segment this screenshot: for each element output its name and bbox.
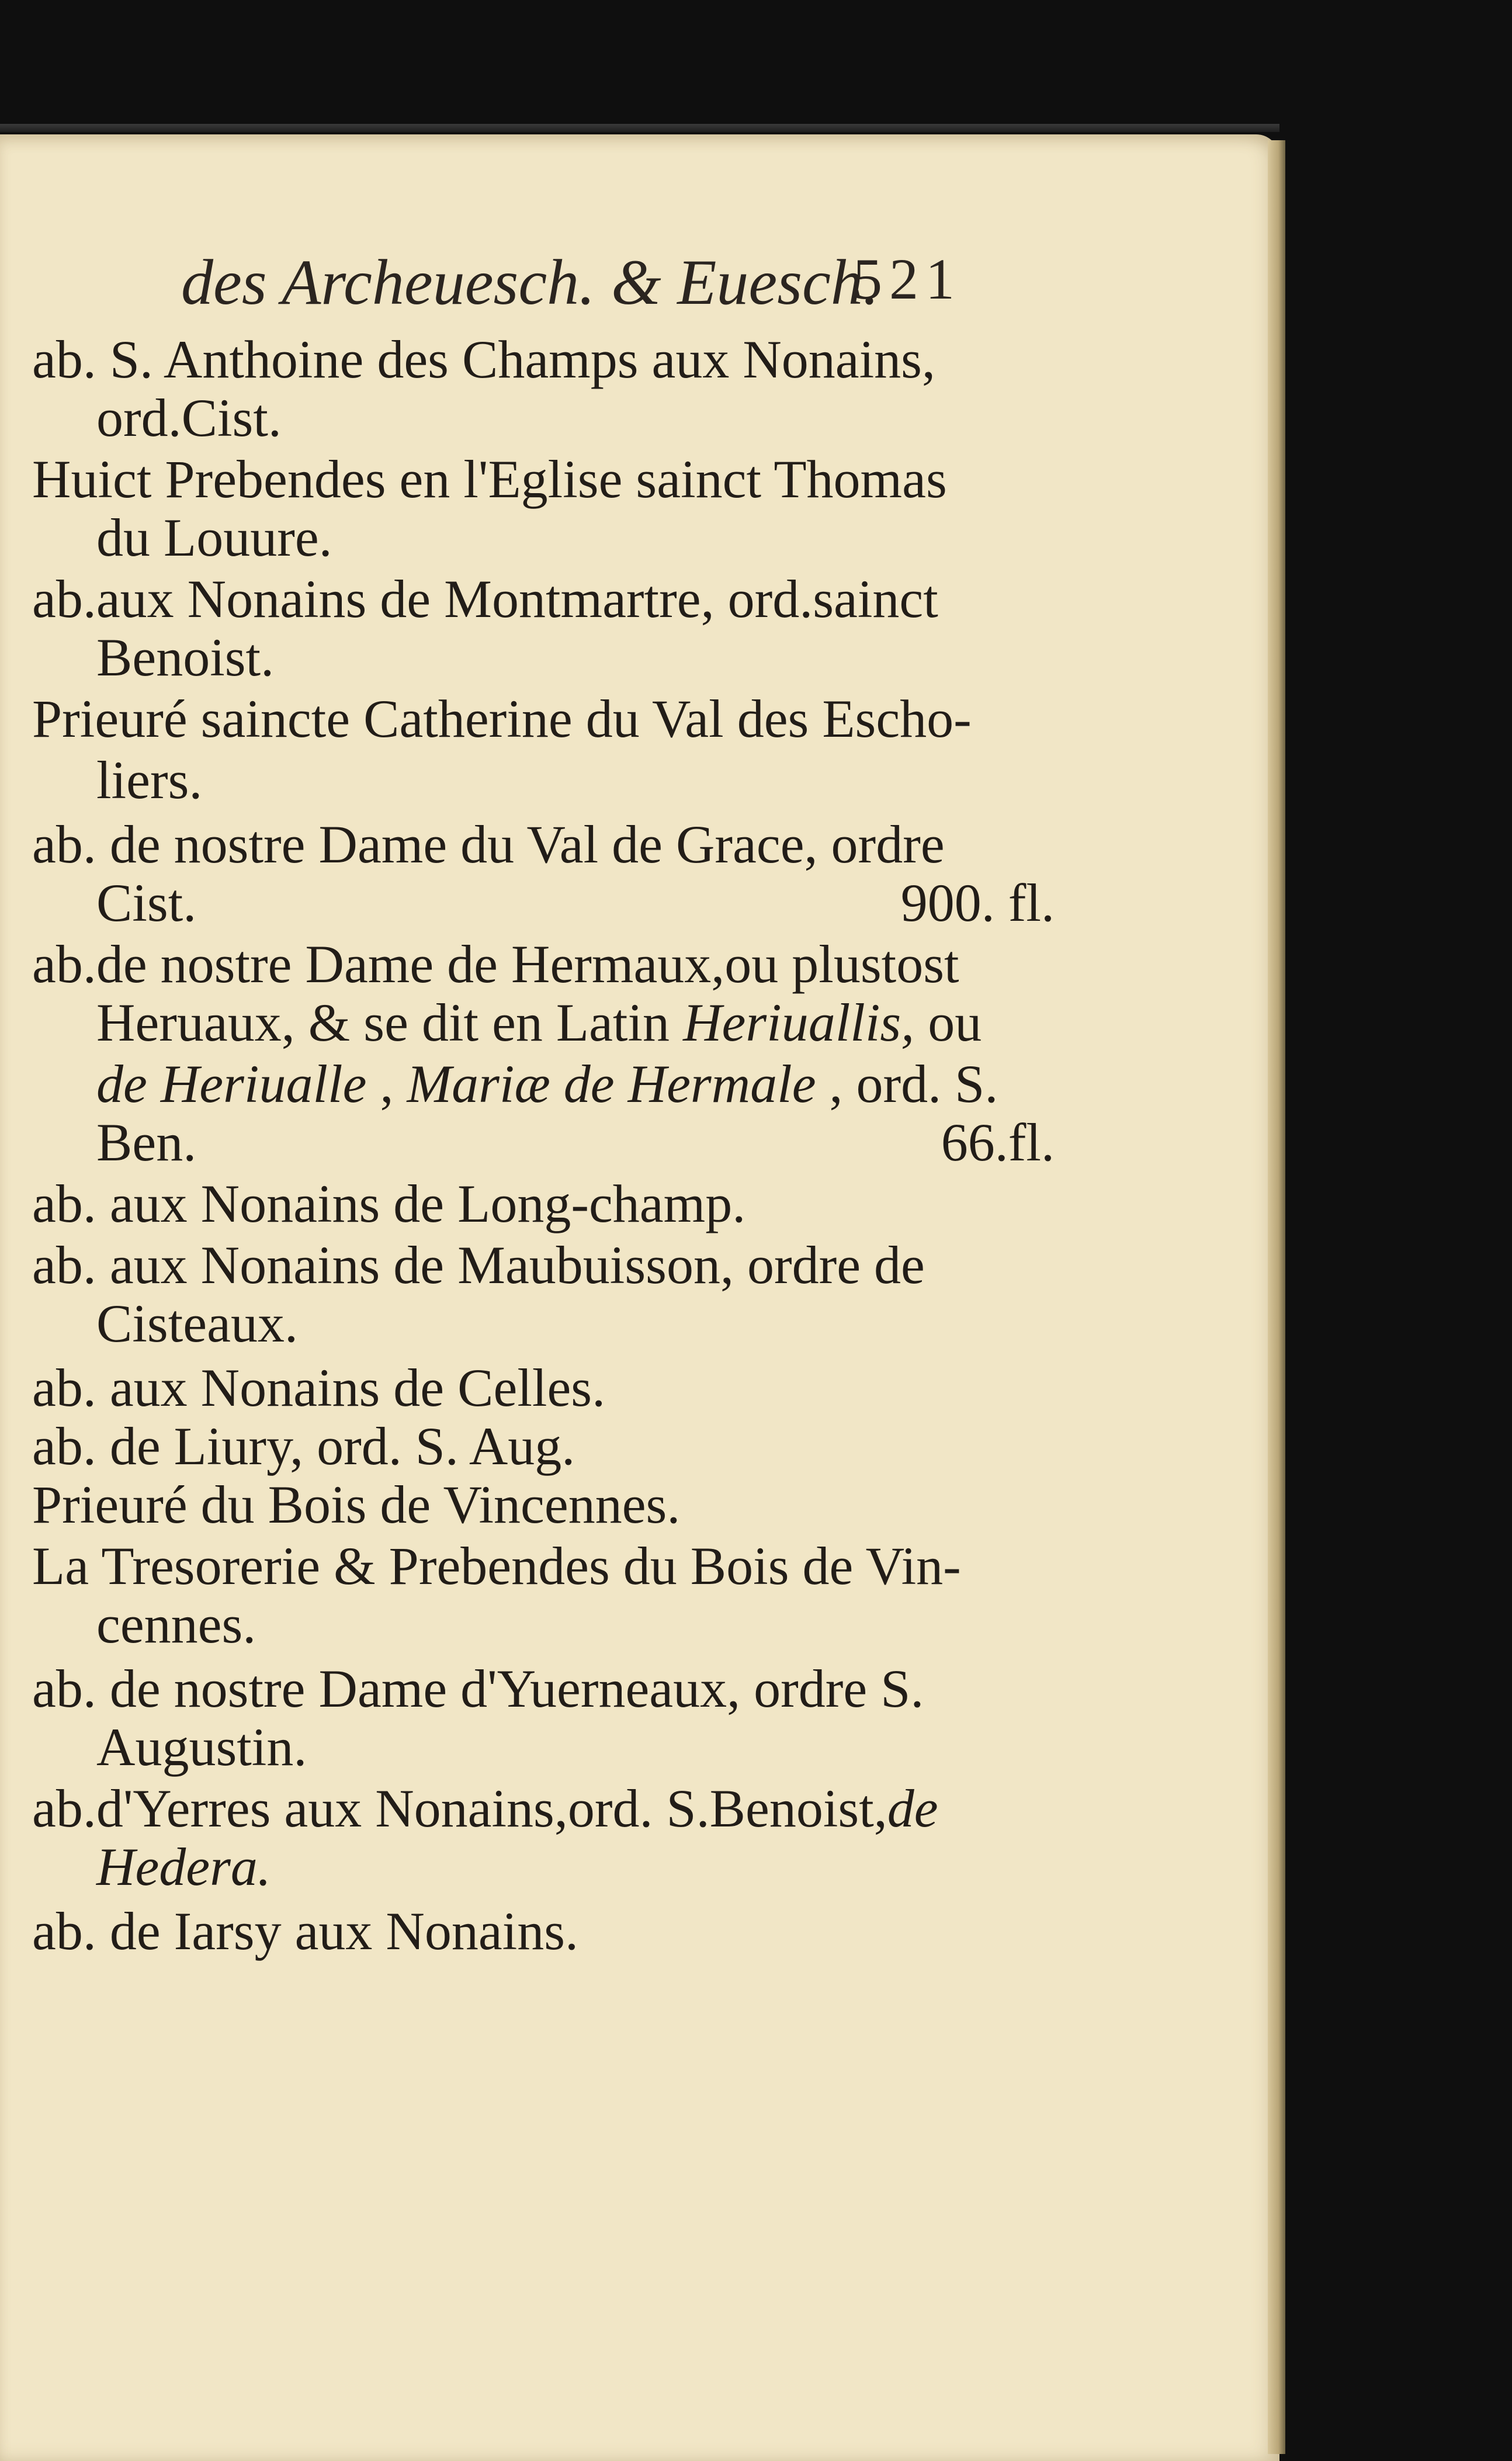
entry-line: ab. S. Anthoine des Champs aux Nonains, bbox=[32, 330, 935, 389]
list-item bbox=[32, 1236, 990, 1294]
entry-line: ab.de nostre Dame de Hermaux,ou plustost bbox=[32, 934, 959, 994]
latin-name: de bbox=[887, 1779, 938, 1838]
entry-text: Heruaux, & se dit en Latin bbox=[96, 993, 684, 1052]
list-item bbox=[32, 1779, 990, 1838]
list-item-continuation bbox=[32, 1294, 1055, 1353]
entry-line: Cist. bbox=[96, 873, 197, 933]
list-item bbox=[32, 1902, 990, 1960]
entry-text: , bbox=[366, 1054, 407, 1114]
latin-name: de Heriualle bbox=[96, 1054, 367, 1114]
list-item-continuation bbox=[32, 1838, 1055, 1896]
entry-line: ab. de Iarsy aux Nonains. bbox=[32, 1901, 579, 1961]
entry-line: Cisteaux. bbox=[96, 1294, 298, 1353]
list-item-continuation bbox=[32, 628, 1055, 687]
list-item bbox=[32, 689, 990, 748]
entry-line: Prieuré saincte Catherine du Val des Escho- bbox=[32, 689, 972, 748]
list-item-continuation bbox=[32, 389, 1055, 447]
list-item bbox=[32, 1475, 990, 1534]
list-item bbox=[32, 330, 990, 389]
list-item bbox=[32, 1537, 990, 1595]
entry-line: Prieuré du Bois de Vincennes. bbox=[32, 1475, 681, 1534]
entry-line: Benoist. bbox=[96, 628, 275, 687]
entry-text: ab.d'Yerres aux Nonains,ord. S.Benoist, bbox=[32, 1779, 887, 1838]
latin-name: Hedera. bbox=[96, 1837, 271, 1897]
entry-line: du Louure. bbox=[96, 508, 332, 567]
entry-line: ord.Cist. bbox=[96, 388, 282, 448]
entry-line: cennes. bbox=[96, 1595, 256, 1654]
entry-line: ab.aux Nonains de Montmartre, ord.sainct bbox=[32, 569, 938, 629]
entry-line: ab. de Liury, ord. S. Aug. bbox=[32, 1416, 575, 1476]
list-item bbox=[32, 1659, 990, 1718]
list-item-continuation bbox=[32, 751, 1055, 809]
list-item bbox=[32, 1174, 990, 1233]
latin-name: Heriuallis, bbox=[683, 993, 915, 1052]
page-fore-edge bbox=[1268, 140, 1285, 2454]
entry-line: ab. de nostre Dame du Val de Grace, ordre bbox=[32, 814, 945, 874]
entry-line: ab. aux Nonains de Celles. bbox=[32, 1358, 606, 1417]
list-item-continuation bbox=[32, 993, 1055, 1052]
list-item bbox=[32, 815, 990, 874]
latin-name: Mariæ de Hermale bbox=[407, 1054, 816, 1114]
list-item-continuation bbox=[32, 1113, 1055, 1171]
list-item-continuation bbox=[32, 508, 1055, 567]
fee-amount: 66.fl. bbox=[941, 1112, 1055, 1172]
book-top-edge bbox=[0, 124, 1279, 132]
list-item bbox=[32, 450, 990, 508]
list-item-continuation bbox=[32, 874, 1055, 932]
list-item-continuation bbox=[32, 1055, 1055, 1113]
list-item bbox=[32, 935, 990, 993]
page-number: 521 bbox=[853, 247, 962, 311]
fee-amount: 900. fl. bbox=[900, 873, 1055, 933]
entry-line: Huict Prebendes en l'Eglise sainct Thomas bbox=[32, 449, 947, 509]
entry-text: , ord. S. bbox=[816, 1054, 998, 1114]
list-item bbox=[32, 1417, 990, 1475]
entry-line: La Tresorerie & Prebendes du Bois de Vin- bbox=[32, 1536, 961, 1596]
list-item bbox=[32, 1358, 990, 1417]
entry-line: Ben. bbox=[96, 1112, 197, 1172]
entry-line: ab. de nostre Dame d'Yuerneaux, ordre S. bbox=[32, 1659, 924, 1718]
entry-line: ab. aux Nonains de Long-champ. bbox=[32, 1174, 746, 1233]
list-item-continuation bbox=[32, 1718, 1055, 1776]
running-head: des Archeuesch. & Euesch. bbox=[181, 247, 879, 318]
entry-line: ab. aux Nonains de Maubuisson, ordre de bbox=[32, 1235, 925, 1295]
entry-line: liers. bbox=[96, 750, 203, 810]
entry-text: ou bbox=[914, 993, 982, 1052]
list-item-continuation bbox=[32, 1595, 1055, 1654]
entry-line: Augustin. bbox=[96, 1717, 307, 1777]
list-item bbox=[32, 570, 990, 628]
